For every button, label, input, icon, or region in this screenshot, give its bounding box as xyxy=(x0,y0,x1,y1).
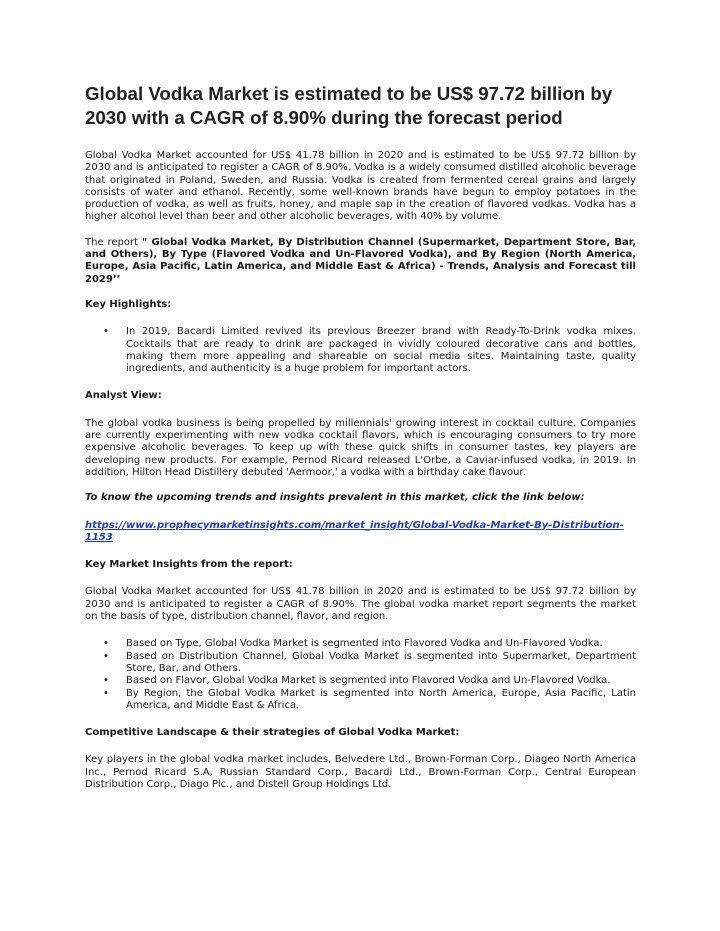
bullet-icon: • xyxy=(103,326,109,338)
analyst-paragraph: The global vodka business is being propelled by millennials' growing interest in cocktail culture. Companies are currently experimenting with new vodka cocktail flavors, which is encouraging consumers to try more expensive alcoholic beverages. To keep up with these quick shifts in consumer tastes, key players are developing new products. For example, Pernod Ricard released L'Orbe, a Caviar-infused vodka, in 2019. In addition, Hilton Head Distillery debuted 'Aermoor,' a vodka with a birthday cake flavour. xyxy=(85,417,636,478)
insights-list xyxy=(85,638,636,712)
insights-heading: Key Market Insights from the report: xyxy=(85,559,293,571)
bullet-icon: • xyxy=(103,687,109,699)
bullet-icon: • xyxy=(103,650,109,662)
list-item: • Based on Distribution Channel, Global Vodka Market is segmented into Supermarket, Department Store, Bar, and Others. xyxy=(103,650,636,674)
key-highlights-list xyxy=(85,326,636,375)
bullet-icon: • xyxy=(103,638,109,650)
link-paragraph xyxy=(85,520,636,545)
report-prefix: The report xyxy=(85,236,143,248)
list-item: • By Region, the Global Vodka Market is segmented into North America, Europe, Asia Pacific, Latin America, and Middle East & Africa. xyxy=(103,687,636,711)
insights-paragraph: Global Vodka Market accounted for US$ 41.78 billion in 2020 and is estimated to be US$ 97.72 billion by 2030 and is anticipated to register a CAGR of 8.90%. The global vodka market report segments the market on the basis of type, distribution channel, flavor, and region. xyxy=(85,586,636,623)
report-paragraph xyxy=(85,237,636,286)
list-item: • Based on Flavor, Global Vodka Market is segmented into Flavored Vodka and Un-Flavored Vodka. xyxy=(103,675,611,687)
cta-text: To know the upcoming trends and insights prevalent in this market, click the link below: xyxy=(85,492,585,504)
intro-paragraph: Global Vodka Market accounted for US$ 41.78 billion in 2020 and is estimated to be US$ 97.72 billion by 2030 and is anticipated to register a CAGR of 8.90%. Vodka is a widely consumed distilled alcoholic beverage that originated in Poland, Sweden, and Russia. Vodka is created from fermented cereal grains and largely consists of water and ethanol. Recently, some well-known brands have begun to employ potatoes in the production of vodka, as well as fruits, honey, and maple sap in the creation of flavored vodkas. Vodka has a higher alcohol level than beer and other alcoholic beverages, with 40% by volume. xyxy=(85,150,636,223)
list-item: • In 2019, Bacardi Limited revived its previous Breezer brand with Ready-To-Drink vodka mixes. Cocktails that are ready to drink are packaged in vividly coloured decorative cans and bottles, making them more appealing and shareable on social media sites. Maintaining taste, quality ingredients, and authenticity is a huge problem for important actors. xyxy=(103,326,636,375)
page-title: Global Vodka Market is estimated to be US$ 97.72 billion by 2030 with a CAGR of 8.90% during the forecast period xyxy=(85,83,613,128)
report-link[interactable]: https://www.prophecymarketinsights.com/market_insight/Global-Vodka-Market-By-Distribution-1153 xyxy=(85,519,624,543)
list-item: • Based on Type, Global Vodka Market is segmented into Flavored Vodka and Un-Flavored Vodka. xyxy=(103,638,603,650)
competitive-heading: Competitive Landscape & their strategies of Global Vodka Market: xyxy=(85,727,460,739)
key-highlights-heading: Key Highlights: xyxy=(85,298,172,310)
report-title: " Global Vodka Market, By Distribution Channel (Supermarket, Department Store, Bar, and Others), By Type (Flavored Vodka and Un-Flavored Vodka), and By Region (North America, Europe, Asia Pacific, Latin America, and Middle East & Africa) - Trends, Analysis and Forecast till 2029’’ xyxy=(85,236,637,285)
bullet-icon: • xyxy=(103,675,109,687)
competitive-paragraph: Key players in the global vodka market includes, Belvedere Ltd., Brown-Forman Corp., Diageo North America Inc., Pernod Ricard S.A, Russian Standard Corp., Bacardi Ltd., Brown-Forman Corp., Central European Distribution Corp., Diago Plc., and Distell Group Holdings Ltd. xyxy=(85,754,636,790)
analyst-heading: Analyst View: xyxy=(85,390,162,402)
document-page xyxy=(85,82,636,791)
